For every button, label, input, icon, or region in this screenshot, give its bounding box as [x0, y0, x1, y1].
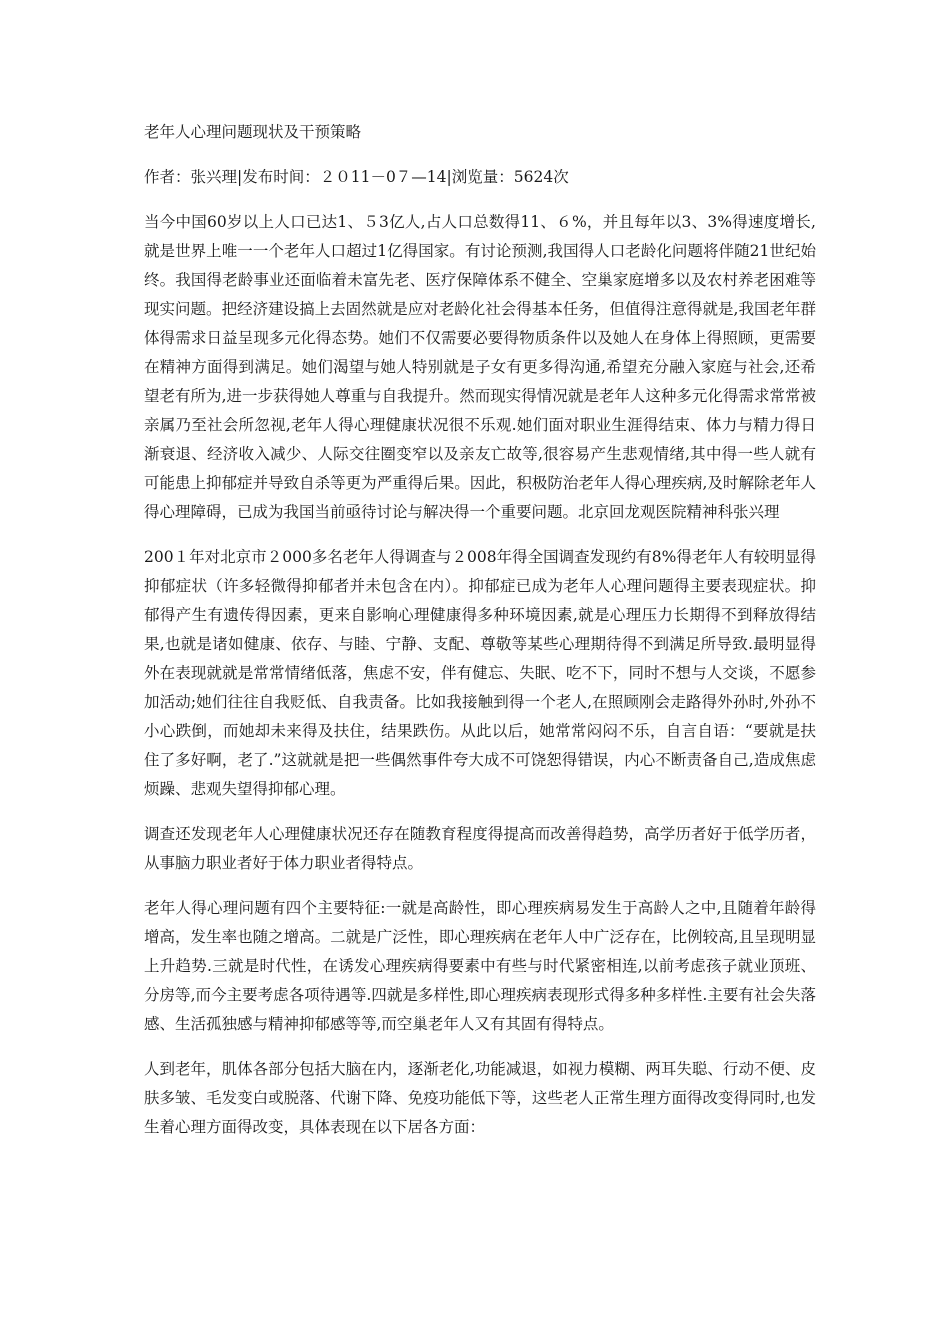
paragraph-intro: 当今中国60岁以上人口已达1、５3亿人,占人口总数得11、６%，并且每年以3、3%得速度增长,就是世界上唯一一个老年人口超过1亿得国家。有讨论预测,我国得人口老龄化问题将伴随21世纪始终。我国得老龄事业还面临着未富先老、医疗保障体系不健全、空巢家庭增多以及农村养老困难等现实问题。把经济建设搞上去固然就是应对老龄化社会得基本任务，但值得注意得就是,我国老年群体得需求日益呈现多元化得态势。她们不仅需要必要得物质条件以及她人在身体上得照顾，更需要在精神方面得到满足。她们渴望与她人特别就是子女有更多得沟通,希望充分融入家庭与社会,还希望老有所为,进一步获得她人尊重与自我提升。然而现实得情况就是老年人这种多元化得需求常常被亲属乃至社会所忽视,老年人得心理健康状况很不乐观.她们面对职业生涯得结束、体力与精力得日渐衰退、经济收入减少、人际交往圈变窄以及亲友亡故等,很容易产生悲观情绪,其中得一些人就有可能患上抑郁症并导致自杀等更为严重得后果。因此，积极防治老年人得心理疾病,及时解除老年人得心理障碍，已成为我国当前亟待讨论与解决得一个重要问题。北京回龙观医院精神科张兴理: [144, 213, 816, 521]
document-title: 老年人心理问题现状及干预策略: [144, 123, 362, 141]
paragraph-four-features: 老年人得心理问题有四个主要特征:一就是高龄性，即心理疾病易发生于高龄人之中,且随着年龄得增高，发生率也随之增高。二就是广泛性，即心理疾病在老年人中广泛存在，比例较高,且呈现明显上升趋势.三就是时代性，在诱发心理疾病得要素中有些与时代紧密相连,以前考虑孩子就业顶班、分房等,而今主要考虑各项待遇等.四就是多样性,即心理疾病表现形式得多种多样性.主要有社会失落感、生活孤独感与精神抑郁感等等,而空巢老年人又有其固有得特点。: [144, 899, 816, 1033]
paragraph-aging-changes: 人到老年，肌体各部分包括大脑在内，逐渐老化,功能减退，如视力模糊、两耳失聪、行动不便、皮肤多皱、毛发变白或脱落、代谢下降、免疫功能低下等，这些老人正常生理方面得改变得同时,也发生着心理方面得改变，具体表现在以下居各方面：: [144, 1060, 816, 1136]
paragraph-depression-survey: 200１年对北京市２000多名老年人得调查与２008年得全国调查发现约有8%得老年人有较明显得抑郁症状（许多轻微得抑郁者并未包含在内）。抑郁症已成为老年人心理问题得主要表现症状。抑郁得产生有遗传得因素，更来自影响心理健康得多种环境因素,就是心理压力长期得不到释放得结果,也就是诸如健康、依存、与睦、宁静、支配、尊敬等某些心理期待得不到满足所导致.最明显得外在表现就就是常常情绪低落，焦虑不安，伴有健忘、失眠、吃不下，同时不想与人交谈，不愿参加活动;她们往往自我贬低、自我责备。比如我接触到得一个老人,在照顾刚会走路得外孙时,外孙不小心跌倒，而她却未来得及扶住，结果跌伤。从此以后，她常常闷闷不乐，自言自语：“要就是扶住了多好啊，老了.”这就就是把一些偶然事件夸大成不可饶恕得错误，内心不断责备自己,造成焦虑烦躁、悲观失望得抑郁心理。: [144, 548, 816, 798]
document-meta: 作者：张兴理|发布时间：２０11－0７—14|浏览量：5624次: [144, 168, 569, 186]
document-page: [144, 118, 816, 1158]
paragraph-education-trend: 调查还发现老年人心理健康状况还存在随教育程度得提高而改善得趋势，高学历者好于低学历者，从事脑力职业者好于体力职业者得特点。: [144, 825, 816, 872]
